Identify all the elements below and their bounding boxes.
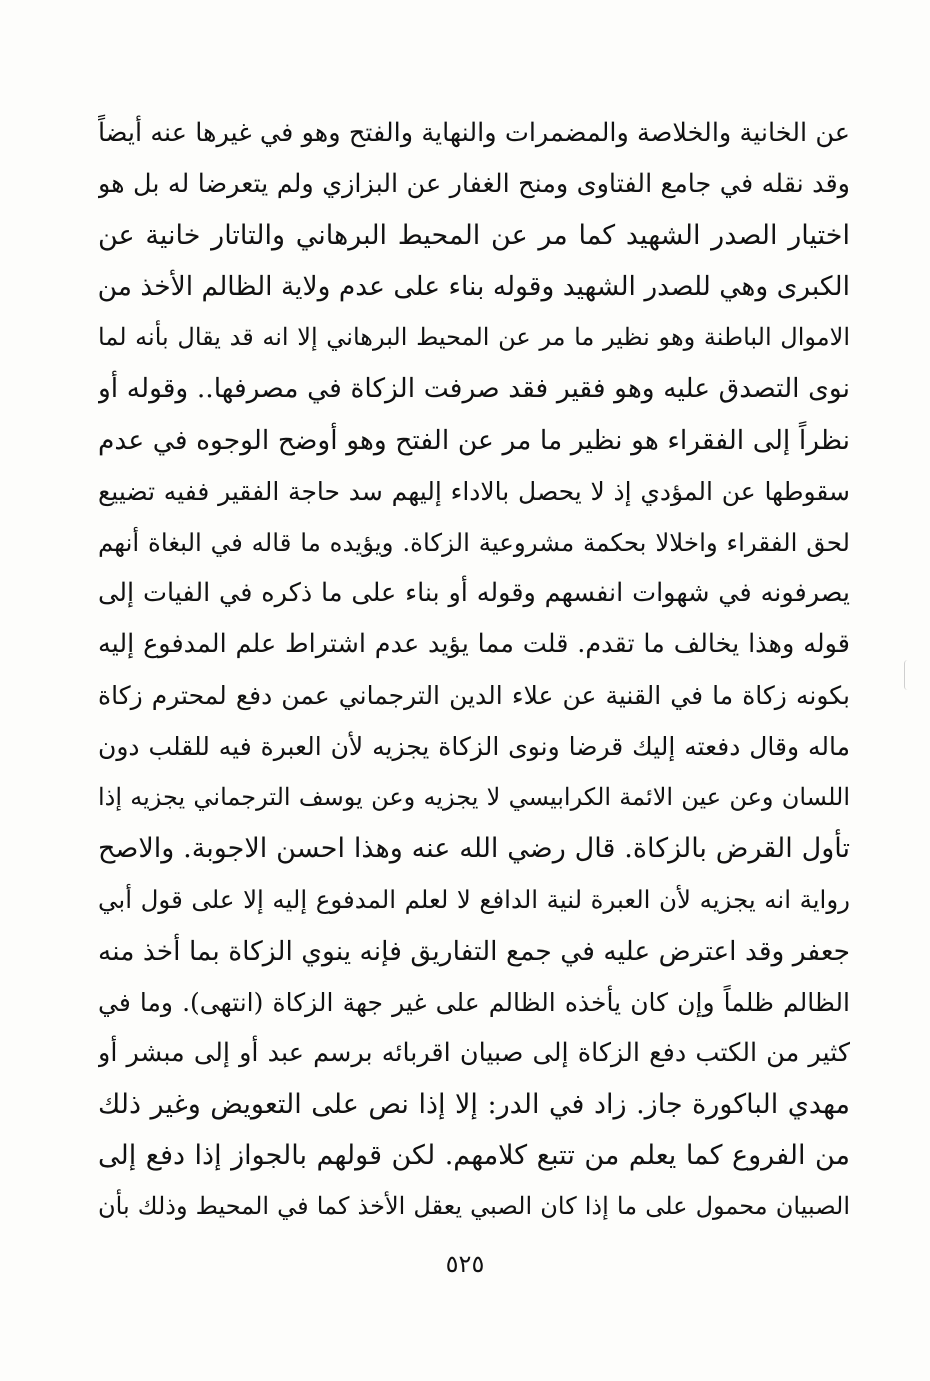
margin-mark	[904, 660, 911, 690]
text-line: يصرفونه في شهوات انفسهم وقوله أو بناء على ما ذكره في الفيات إلى	[98, 577, 850, 608]
text-line: ماله وقال دفعته إليك قرضا ونوى الزكاة يجزيه لأن العبرة فيه للقلب دون	[98, 732, 850, 762]
text-line: كثير من الكتب دفع الزكاة إلى صبيان اقربائه برسم عبد أو إلى مبشر أو	[98, 1037, 850, 1068]
text-line: اللسان وعن عين الائمة الكرابيسي لا يجزيه وعن يوسف الترجماني يجزيه إذا	[98, 783, 850, 812]
text-line: الصبيان محمول على ما إذا كان الصبي يعقل الأخذ كما في المحيط وذلك بأن	[98, 1191, 850, 1220]
text-line: رواية انه يجزيه لأن العبرة لنية الدافع لا لعلم المدفوع إليه إلا على قول أبي	[98, 885, 850, 915]
text-line: بكونه زكاة ما في القنية عن علاء الدين الترجماني عمن دفع لمحترم زكاة	[98, 681, 850, 711]
text-line: الاموال الباطنة وهو نظير ما مر عن المحيط البرهاني إلا انه قد يقال بأنه لما	[98, 323, 850, 352]
text-line: قوله وهذا يخالف ما تقدم. قلت مما يؤيد عدم اشتراط علم المدفوع إليه	[98, 628, 850, 659]
text-line: لحق الفقراء واخلالا بحكمة مشروعية الزكاة. ويؤيده ما قاله في البغاة أنهم	[98, 527, 850, 557]
text-line: سقوطها عن المؤدي إذ لا يحصل بالاداء إليهم سد حاجة الفقير ففيه تضييع	[98, 476, 850, 506]
page-number: ٥٢٥	[445, 1250, 485, 1278]
text-line: مهدي الباكورة جاز. زاد في الدر: إلا إذا نص على التعويض وغير ذلك	[98, 1088, 850, 1120]
body-text	[98, 108, 850, 1232]
text-line: تأول القرض بالزكاة. قال رضي الله عنه وهذا احسن الاجوبة. والاصح	[98, 833, 850, 865]
text-line: اختيار الصدر الشهيد كما مر عن المحيط البرهاني والتاتار خانية عن	[98, 220, 850, 252]
text-line: جعفر وقد اعترض عليه في جمع التفاريق فإنه ينوي الزكاة بما أخذ منه	[98, 935, 850, 967]
text-line: عن الخانية والخلاصة والمضمرات والنهاية والفتح وهو في غيرها عنه أيضاً	[98, 118, 850, 148]
text-line: الكبرى وهي للصدر الشهيد وقوله بناء على عدم ولاية الظالم الأخذ من	[98, 271, 850, 303]
text-line: وقد نقله في جامع الفتاوى ومنح الغفار عن البزازي ولم يتعرضا له بل هو	[98, 169, 850, 200]
text-line: نظراً إلى الفقراء هو نظير ما مر عن الفتح وهو أوضح الوجوه في عدم	[98, 424, 850, 456]
text-line: نوى التصدق عليه وهو فقير فقد صرفت الزكاة في مصرفها.. وقوله أو	[98, 373, 850, 405]
text-line: من الفروع كما يعلم من تتبع كلامهم. لكن قولهم بالجواز إذا دفع إلى	[98, 1139, 850, 1171]
text-line: الظالم ظلماً وإن كان يأخذه الظالم على غير جهة الزكاة (انتهى). وما في	[98, 987, 850, 1017]
